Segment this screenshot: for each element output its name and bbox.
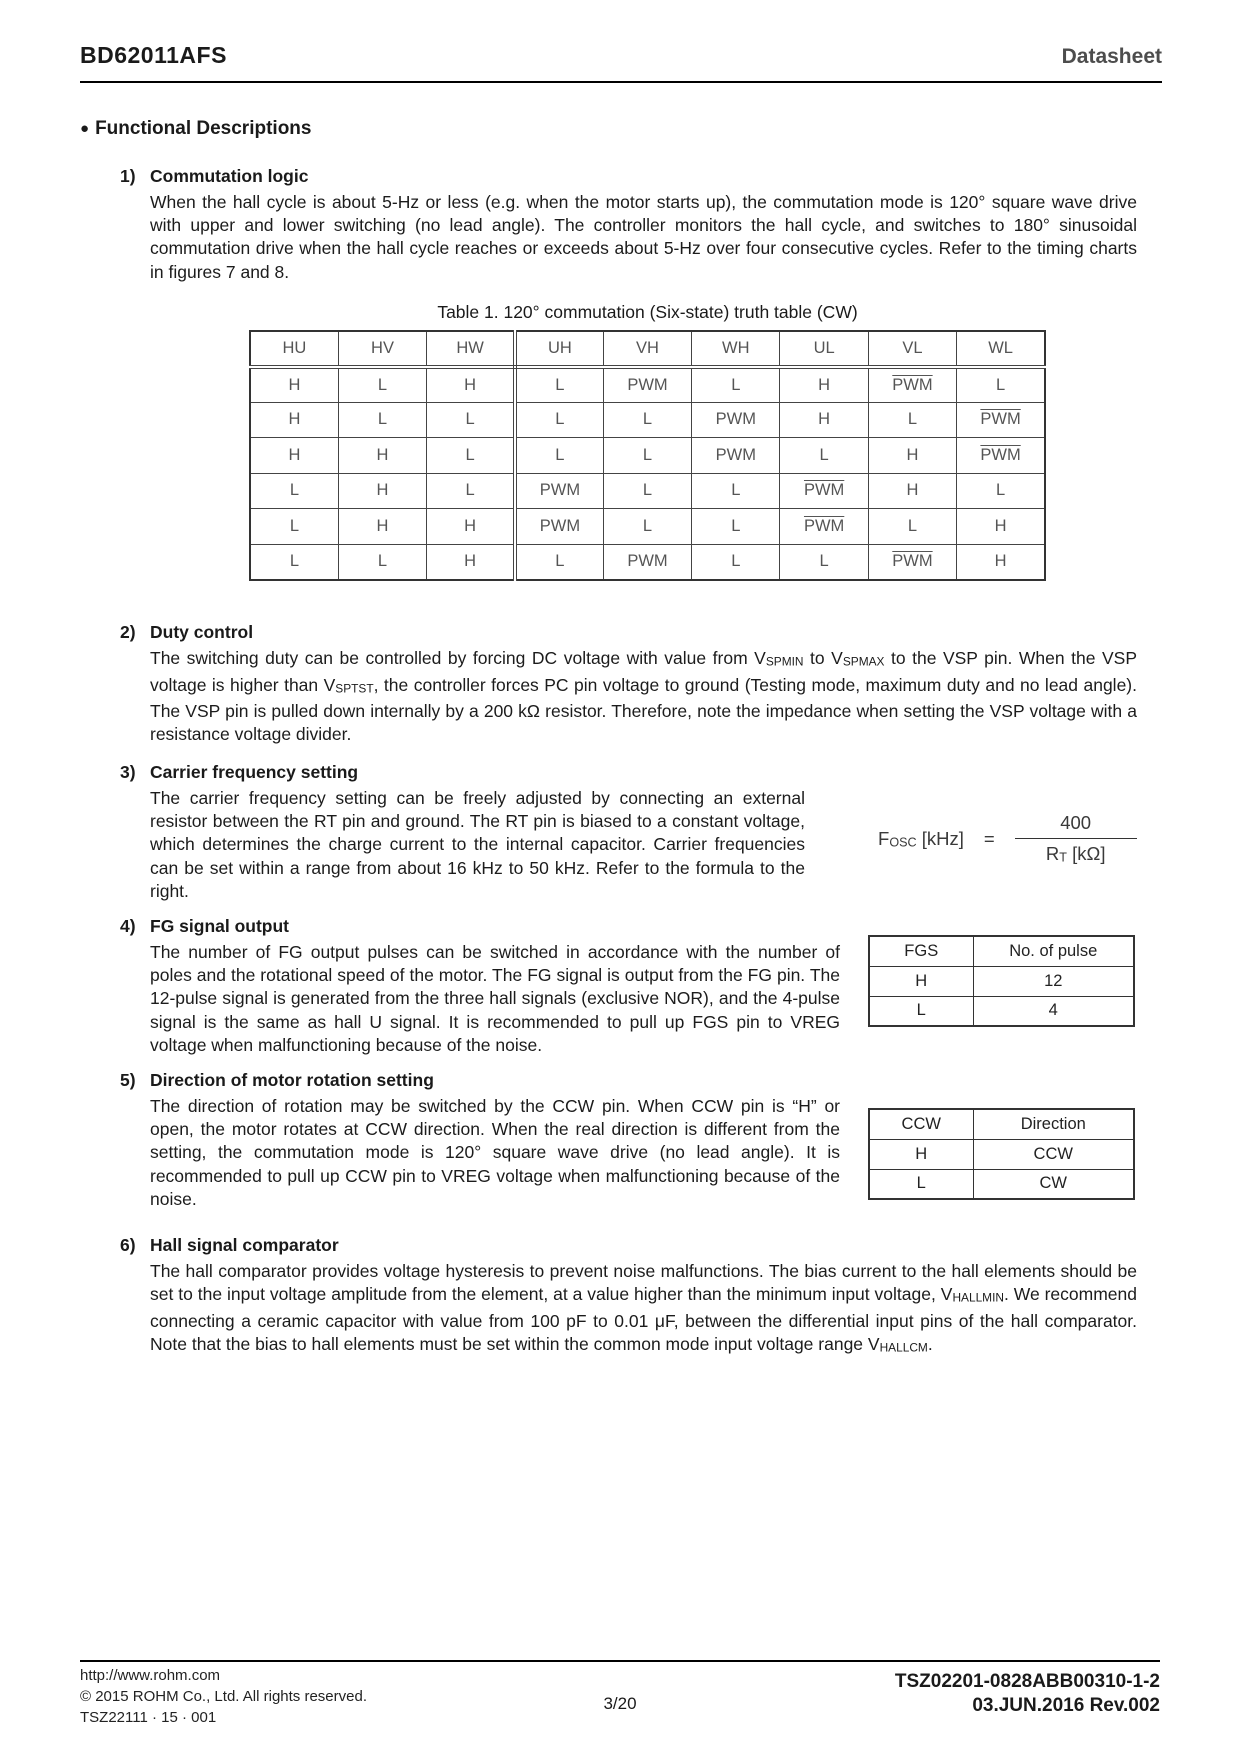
section-heading [120,1070,1137,1091]
section-number: 5) [120,1070,136,1090]
section-body: The direction of rotation may be switched by the CCW pin. When CCW pin is “H” or open, the motor rotates at CCW direction. When the real direction is different from the setting, the commutation mode is 120° square wave drive (no lead angle). It is recommended to pull up CCW pin to VREG voltage when malfunctioning because of the noise. [150,1096,840,1209]
section-title: Hall signal comparator [150,1235,339,1255]
table-cell: L [603,473,691,509]
overlined-value: $\overline{PWM}$ [803,516,845,535]
overlined-value: $\overline{PWM}$ [803,481,845,500]
table-cell: L [780,438,868,474]
table-row [250,509,1045,545]
table-cell: H [338,438,426,474]
column-header: UL [780,331,868,367]
table-cell: L [692,509,780,545]
table-cell: H [338,473,426,509]
table-cell: H [427,367,515,403]
section-commutation-logic [120,166,1137,284]
table-cell: H [869,1139,973,1169]
footer-right-block [895,1670,1160,1718]
table-cell: L [250,473,338,509]
truth-table-caption: Table 1. 120° commutation (Six-state) truth table (CW) [437,302,858,322]
table-cell: L [692,544,780,580]
page-footer [80,1660,1160,1728]
footer-revision: 03.JUN.2016 Rev.002 [972,1695,1160,1716]
equals-sign: = [983,827,995,849]
section-number: 2) [120,622,136,642]
section-number: 4) [120,916,136,936]
fosc-formula [878,812,1137,865]
section-number: 1) [120,166,136,186]
section-title: Commutation logic [150,166,309,186]
section-title: Direction of motor rotation setting [150,1070,434,1090]
table-cell: L [427,402,515,438]
footer-code: TSZ22111 · 15 · 001 [80,1709,217,1726]
table-row [869,1169,1134,1199]
column-header: HU [250,331,338,367]
table-cell: 12 [973,966,1134,996]
table-cell: L [515,402,603,438]
page-header [80,42,1162,83]
table-row [869,966,1134,996]
table-cell: L [957,473,1045,509]
table-cell: H [957,509,1045,545]
table-cell: PWM [692,402,780,438]
table-cell: L [603,402,691,438]
table-row [869,996,1134,1026]
table-cell: PWM [515,473,603,509]
table-cell [780,473,868,509]
formula-lhs: $F_{OSC}$ [kHz] [878,827,964,849]
page-number: 3/20 [603,1694,637,1713]
table-cell: H [868,438,956,474]
formula-fraction [1015,812,1137,865]
table-row [250,402,1045,438]
table-cell: H [427,544,515,580]
section-heading [120,622,1137,643]
formula-denominator: $R_T$ [kΩ] [1045,843,1106,865]
table-cell: 4 [973,996,1134,1026]
bullet-icon: ● [80,120,90,137]
overlined-value: $\overline{PWM}$ [892,552,933,570]
table-cell [957,402,1045,438]
section-number: 3) [120,762,136,782]
table-cell: CCW [973,1139,1134,1169]
column-header: WL [957,331,1045,367]
table-row [250,544,1045,580]
table-cell: L [338,402,426,438]
section-title: FG signal output [150,916,290,936]
footer-copyright: © 2015 ROHM Co., Ltd. All rights reserved. [80,1688,367,1705]
table-row [250,367,1045,403]
section-body: When the hall cycle is about 5-Hz or less (e.g. when the motor starts up), the commutation mode is 120° square wave drive with upper and lower switching (no lead angle). The controller monitors the hall cycle, and switches to 180° sinusoidal commutation drive when the hall cycle reaches or exceeds about 5-Hz over four consecutive cycles. Refer to the timing charts in figures 7 and 8. [150,192,1137,282]
table-cell: L [692,473,780,509]
section-heading [120,1235,1137,1256]
table-cell: L [780,544,868,580]
footer-url: http://www.rohm.com [80,1667,221,1684]
table-row [250,438,1045,474]
table-row [250,473,1045,509]
header-row [869,1109,1134,1139]
table-cell: H [780,367,868,403]
overlined-value: $\overline{PWM}$ [980,410,1021,429]
overlined-value: $\overline{PWM}$ [892,375,933,394]
table-row [869,1139,1134,1169]
section-heading [120,762,1137,783]
doc-type-label: Datasheet [1061,45,1162,68]
table-cell: H [780,402,868,438]
table-cell: L [957,367,1045,403]
column-header: UH [515,331,603,367]
table-cell: PWM [603,544,691,580]
table-cell: L [692,367,780,403]
header-row [250,331,1045,367]
column-header: WH [692,331,780,367]
table-cell: L [515,438,603,474]
table-cell: L [868,509,956,545]
table-cell: H [869,966,973,996]
section-duty-control [120,622,1137,747]
table-cell: H [250,402,338,438]
section-title: Duty control [150,622,254,642]
section-body: The hall comparator provides voltage hysteresis to prevent noise malfunctions. The bias current to the hall elements should be set to the input voltage amplitude from the element, at a value higher than the minimum input voltage, $V_{HALLMIN}$. We recommend connecting a ceramic capacitor with value from 100 pF to 0.01 μF, between the differential input pins of the hall comparator. Note that the bias to hall elements must be set within the common mode input voltage range $V_{HALLCM}$. [150,1261,1137,1355]
column-header: HV [338,331,426,367]
column-header: VH [603,331,691,367]
table-cell [957,438,1045,474]
column-header: CCW [869,1109,973,1139]
table-cell: L [338,544,426,580]
table-cell [780,509,868,545]
section-hall-comparator [120,1235,1137,1360]
table-cell [868,544,956,580]
section-heading [120,916,1137,937]
table-cell: PWM [603,367,691,403]
column-header: No. of pulse [973,936,1134,966]
column-header: HW [427,331,515,367]
table-cell: H [250,367,338,403]
fraction-bar [1015,838,1137,839]
table-cell: H [957,544,1045,580]
table-cell [868,367,956,403]
fgs-pulse-table [868,935,1135,1027]
table-cell: L [250,544,338,580]
section-number: 6) [120,1235,136,1255]
table-cell: L [427,473,515,509]
table-cell: H [338,509,426,545]
table-cell: L [869,1169,973,1199]
table-cell: L [603,438,691,474]
header-row [869,936,1134,966]
table-cell: L [427,438,515,474]
formula-numerator: 400 [1060,812,1092,833]
table-cell: L [868,402,956,438]
footer-doc-id: TSZ02201-0828ABB00310-1-2 [894,1671,1160,1692]
section-body: The carrier frequency setting can be freely adjusted by connecting an external resistor between the RT pin and ground. The RT pin is biased to a constant voltage, which determines the charge current to the internal capacitor. Carrier frequencies can be set within a range from about 16 kHz to 50 kHz. Refer to the formula to the right. [150,788,805,901]
table-cell: H [868,473,956,509]
table-cell: PWM [692,438,780,474]
section-body: The switching duty can be controlled by forcing DC voltage with value from $V_{SPMIN}$ to $V_{SPMAX}$ to the VSP pin. When the VSP voltage is higher than $V_{SPTST}$, the controller forces PC pin voltage to ground (Testing mode, maximum duty and no lead angle). The VSP pin is pulled down internally by a 200 kΩ resistor. Therefore, note the impedance when setting the VSP voltage with a resistance voltage divider. [150,648,1137,745]
commutation-truth-table [249,330,1046,581]
table-cell: L [603,509,691,545]
table-cell: PWM [515,509,603,545]
table-cell: H [427,509,515,545]
table-cell: CW [973,1169,1134,1199]
table-cell: L [515,367,603,403]
table-cell: L [250,509,338,545]
functional-descriptions-heading [80,118,311,140]
section-heading [120,166,1137,187]
functional-descriptions-title: Functional Descriptions [95,118,312,139]
section-body: The number of FG output pulses can be switched in accordance with the number of poles and the rotational speed of the motor. The FG signal is output from the FG pin. The 12-pulse signal is generated from the three hall signals (exclusive NOR), and the 4-pulse signal is the same as hall U signal. It is recommended to pull up FGS pin to VREG voltage when malfunctioning because of the noise. [150,942,840,1055]
table-cell: H [250,438,338,474]
part-number: BD62011AFS [80,42,227,68]
ccw-direction-table [868,1108,1135,1200]
column-header: Direction [973,1109,1134,1139]
section-title: Carrier frequency setting [150,762,359,782]
overlined-value: $\overline{PWM}$ [980,445,1021,464]
table-cell: L [869,996,973,1026]
column-header: FGS [869,936,973,966]
table-cell: L [515,544,603,580]
column-header: VL [868,331,956,367]
table-cell: L [338,367,426,403]
